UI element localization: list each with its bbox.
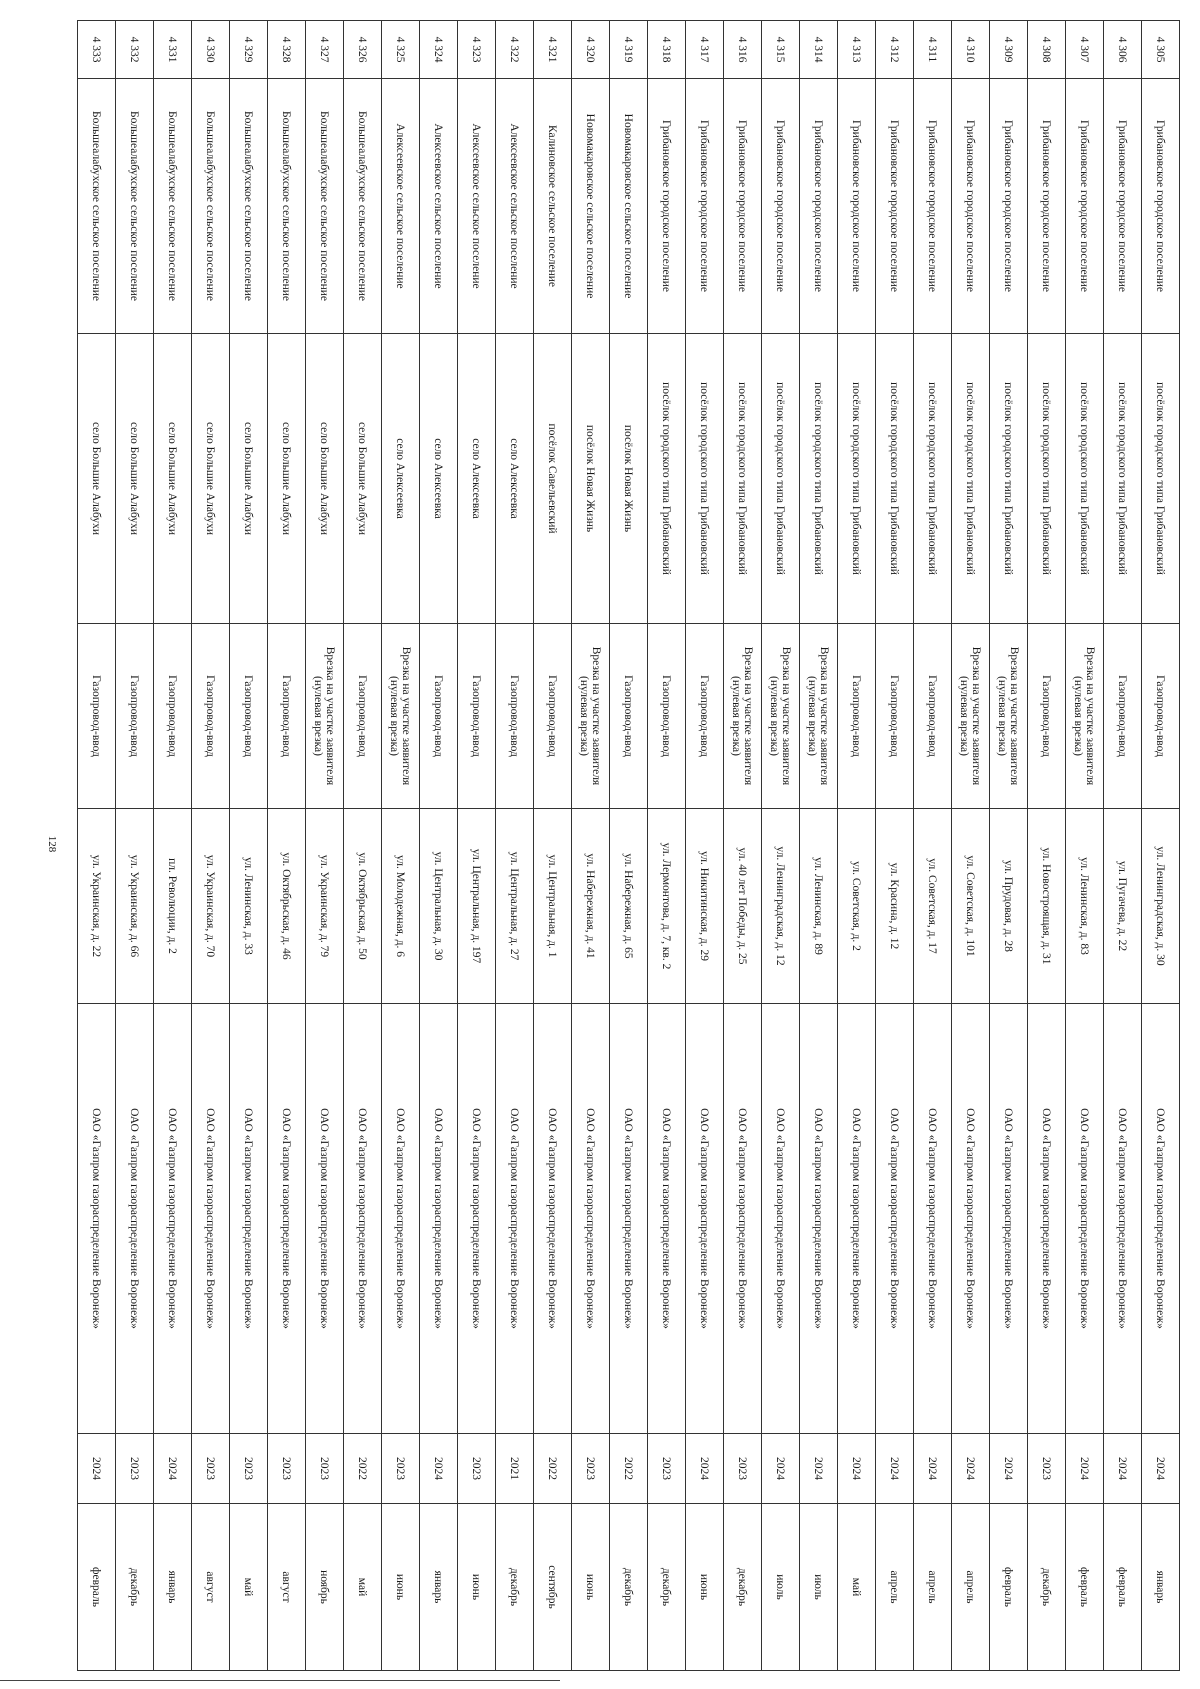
- cell-work-type: Газопровод-ввод: [534, 624, 572, 809]
- cell-address: ул. Никитинская, д. 29: [686, 809, 724, 1004]
- cell-address: ул. Лермонтова, д. 7, кв. 2: [648, 809, 686, 1004]
- cell-work-type: Газопровод-ввод: [1028, 624, 1066, 809]
- cell-organization: ОАО «Газпром газораспределение Воронеж»: [382, 1004, 420, 1434]
- cell-work-type: Газопровод-ввод: [230, 624, 268, 809]
- cell-organization: ОАО «Газпром газораспределение Воронеж»: [306, 1004, 344, 1434]
- table-row: [800, 21, 838, 1671]
- cell-locality: посёлок городского типа Грибановский: [1028, 334, 1066, 624]
- table-row: [762, 21, 800, 1671]
- cell-work-type: Газопровод-ввод: [1142, 624, 1180, 809]
- cell-number: 4 307: [1066, 21, 1104, 79]
- cell-address: ул. Центральная, д. 27: [496, 809, 534, 1004]
- cell-settlement: Большеалабухское сельское поселение: [306, 79, 344, 334]
- cell-organization: ОАО «Газпром газораспределение Воронеж»: [762, 1004, 800, 1434]
- cell-year: 2023: [268, 1434, 306, 1504]
- table-row: [534, 21, 572, 1671]
- cell-month: февраль: [990, 1504, 1028, 1671]
- cell-month: декабрь: [116, 1504, 154, 1671]
- cell-month: декабрь: [610, 1504, 648, 1671]
- cell-address: ул. Пугачева, д. 22: [1104, 809, 1142, 1004]
- cell-work-type: Газопровод-ввод: [154, 624, 192, 809]
- table-row: [1104, 21, 1142, 1671]
- cell-settlement: Новомакаровское сельское поселение: [610, 79, 648, 334]
- cell-work-type: Врезка на участке заявителя (нулевая врезка): [306, 624, 344, 809]
- cell-year: 2022: [610, 1434, 648, 1504]
- cell-month: январь: [154, 1504, 192, 1671]
- cell-organization: ОАО «Газпром газораспределение Воронеж»: [1066, 1004, 1104, 1434]
- cell-number: 4 332: [116, 21, 154, 79]
- cell-year: 2024: [154, 1434, 192, 1504]
- cell-month: апрель: [876, 1504, 914, 1671]
- cell-number: 4 317: [686, 21, 724, 79]
- cell-locality: посёлок городского типа Грибановский: [876, 334, 914, 624]
- rotated-table-container: [90, 20, 1180, 1670]
- cell-locality: посёлок городского типа Грибановский: [1142, 334, 1180, 624]
- cell-organization: ОАО «Газпром газораспределение Воронеж»: [1104, 1004, 1142, 1434]
- cell-year: 2023: [572, 1434, 610, 1504]
- cell-number: 4 315: [762, 21, 800, 79]
- cell-month: май: [230, 1504, 268, 1671]
- cell-work-type: Врезка на участке заявителя (нулевая врезка): [952, 624, 990, 809]
- cell-settlement: Грибановское городское поселение: [1028, 79, 1066, 334]
- cell-month: ноябрь: [306, 1504, 344, 1671]
- cell-organization: ОАО «Газпром газораспределение Воронеж»: [78, 1004, 116, 1434]
- cell-settlement: Грибановское городское поселение: [952, 79, 990, 334]
- cell-settlement: Грибановское городское поселение: [648, 79, 686, 334]
- cell-work-type: Газопровод-ввод: [344, 624, 382, 809]
- cell-settlement: Грибановское городское поселение: [914, 79, 952, 334]
- cell-number: 4 331: [154, 21, 192, 79]
- cell-work-type: Газопровод-ввод: [876, 624, 914, 809]
- cell-organization: ОАО «Газпром газораспределение Воронеж»: [724, 1004, 762, 1434]
- cell-organization: ОАО «Газпром газораспределение Воронеж»: [1142, 1004, 1180, 1434]
- cell-month: июнь: [686, 1504, 724, 1671]
- cell-organization: ОАО «Газпром газораспределение Воронеж»: [534, 1004, 572, 1434]
- cell-address: ул. Красина, д. 12: [876, 809, 914, 1004]
- cell-month: февраль: [1066, 1504, 1104, 1671]
- cell-work-type: Газопровод-ввод: [838, 624, 876, 809]
- cell-year: 2024: [952, 1434, 990, 1504]
- cell-address: ул. Ленинская, д. 33: [230, 809, 268, 1004]
- cell-month: август: [192, 1504, 230, 1671]
- cell-organization: ОАО «Газпром газораспределение Воронеж»: [686, 1004, 724, 1434]
- cell-work-type: Врезка на участке заявителя (нулевая врезка): [382, 624, 420, 809]
- cell-locality: посёлок городского типа Грибановский: [914, 334, 952, 624]
- cell-locality: посёлок городского типа Грибановский: [648, 334, 686, 624]
- page-number: 128: [46, 835, 58, 853]
- table-row: [78, 21, 116, 1671]
- cell-locality: село Большие Алабухи: [306, 334, 344, 624]
- cell-locality: село Алексеевка: [496, 334, 534, 624]
- table-row: [648, 21, 686, 1671]
- cell-month: январь: [420, 1504, 458, 1671]
- cell-year: 2023: [648, 1434, 686, 1504]
- cell-address: ул. Ленинградская, д. 30: [1142, 809, 1180, 1004]
- cell-number: 4 309: [990, 21, 1028, 79]
- cell-month: июль: [762, 1504, 800, 1671]
- cell-number: 4 320: [572, 21, 610, 79]
- table-row: [230, 21, 268, 1671]
- cell-settlement: Новомакаровское сельское поселение: [572, 79, 610, 334]
- table-row: [838, 21, 876, 1671]
- cell-address: ул. Набережная, д. 65: [610, 809, 648, 1004]
- cell-year: 2023: [116, 1434, 154, 1504]
- cell-address: ул. Центральная, д. 197: [458, 809, 496, 1004]
- cell-work-type: Врезка на участке заявителя (нулевая врезка): [724, 624, 762, 809]
- table-row: [610, 21, 648, 1671]
- cell-number: 4 333: [78, 21, 116, 79]
- table-row: [382, 21, 420, 1671]
- cell-year: 2024: [1104, 1434, 1142, 1504]
- cell-address: ул. Молодежная, д. 6: [382, 809, 420, 1004]
- cell-number: 4 330: [192, 21, 230, 79]
- cell-work-type: Газопровод-ввод: [78, 624, 116, 809]
- cell-work-type: Газопровод-ввод: [648, 624, 686, 809]
- table-row: [116, 21, 154, 1671]
- cell-work-type: Газопровод-ввод: [458, 624, 496, 809]
- cell-organization: ОАО «Газпром газораспределение Воронеж»: [838, 1004, 876, 1434]
- cell-organization: ОАО «Газпром газораспределение Воронеж»: [458, 1004, 496, 1434]
- table-row: [496, 21, 534, 1671]
- cell-locality: посёлок городского типа Грибановский: [686, 334, 724, 624]
- cell-work-type: Врезка на участке заявителя (нулевая врезка): [1066, 624, 1104, 809]
- cell-work-type: Врезка на участке заявителя (нулевая врезка): [762, 624, 800, 809]
- cell-month: июнь: [572, 1504, 610, 1671]
- cell-settlement: Грибановское городское поселение: [1066, 79, 1104, 334]
- cell-number: 4 329: [230, 21, 268, 79]
- cell-year: 2024: [1066, 1434, 1104, 1504]
- cell-year: 2024: [78, 1434, 116, 1504]
- cell-address: ул. Октябрьская, д. 50: [344, 809, 382, 1004]
- table-row: [686, 21, 724, 1671]
- cell-year: 2024: [762, 1434, 800, 1504]
- cell-settlement: Алексеевское сельское поселение: [382, 79, 420, 334]
- cell-settlement: Алексеевское сельское поселение: [458, 79, 496, 334]
- table-row: [154, 21, 192, 1671]
- cell-year: 2024: [686, 1434, 724, 1504]
- cell-locality: село Большие Алабухи: [268, 334, 306, 624]
- cell-organization: ОАО «Газпром газораспределение Воронеж»: [610, 1004, 648, 1434]
- cell-year: 2024: [1142, 1434, 1180, 1504]
- cell-year: 2023: [1028, 1434, 1066, 1504]
- cell-settlement: Грибановское городское поселение: [838, 79, 876, 334]
- cell-locality: село Алексеевка: [420, 334, 458, 624]
- cell-number: 4 305: [1142, 21, 1180, 79]
- cell-address: ул. Украинская, д. 22: [78, 809, 116, 1004]
- cell-year: 2022: [534, 1434, 572, 1504]
- cell-month: декабрь: [496, 1504, 534, 1671]
- cell-work-type: Газопровод-ввод: [914, 624, 952, 809]
- cell-month: июнь: [458, 1504, 496, 1671]
- cell-work-type: Врезка на участке заявителя (нулевая врезка): [572, 624, 610, 809]
- cell-work-type: Газопровод-ввод: [496, 624, 534, 809]
- cell-year: 2024: [838, 1434, 876, 1504]
- cell-locality: село Большие Алабухи: [344, 334, 382, 624]
- cell-organization: ОАО «Газпром газораспределение Воронеж»: [496, 1004, 534, 1434]
- cell-address: ул. Октябрьская, д. 46: [268, 809, 306, 1004]
- cell-settlement: Большеалабухское сельское поселение: [192, 79, 230, 334]
- table-row: [306, 21, 344, 1671]
- cell-organization: ОАО «Газпром газораспределение Воронеж»: [420, 1004, 458, 1434]
- cell-locality: село Большие Алабухи: [116, 334, 154, 624]
- cell-year: 2023: [306, 1434, 344, 1504]
- cell-address: ул. Ленинская, д. 89: [800, 809, 838, 1004]
- cell-year: 2023: [724, 1434, 762, 1504]
- cell-organization: ОАО «Газпром газораспределение Воронеж»: [154, 1004, 192, 1434]
- cell-settlement: Большеалабухское сельское поселение: [344, 79, 382, 334]
- cell-address: ул. Новостроящая, д. 31: [1028, 809, 1066, 1004]
- cell-year: 2023: [192, 1434, 230, 1504]
- table-row: [344, 21, 382, 1671]
- cell-organization: ОАО «Газпром газораспределение Воронеж»: [648, 1004, 686, 1434]
- cell-year: 2021: [496, 1434, 534, 1504]
- cell-number: 4 310: [952, 21, 990, 79]
- bottom-rule: [0, 1680, 560, 1681]
- cell-number: 4 327: [306, 21, 344, 79]
- table-row: [1142, 21, 1180, 1671]
- cell-year: 2022: [344, 1434, 382, 1504]
- cell-number: 4 319: [610, 21, 648, 79]
- cell-number: 4 308: [1028, 21, 1066, 79]
- table-row: [420, 21, 458, 1671]
- cell-settlement: Грибановское городское поселение: [990, 79, 1028, 334]
- cell-address: ул. Советская, д. 2: [838, 809, 876, 1004]
- cell-month: декабрь: [648, 1504, 686, 1671]
- cell-month: февраль: [78, 1504, 116, 1671]
- cell-address: ул. Набережная, д. 41: [572, 809, 610, 1004]
- cell-settlement: Алексеевское сельское поселение: [496, 79, 534, 334]
- cell-locality: посёлок Савельевский: [534, 334, 572, 624]
- cell-organization: ОАО «Газпром газораспределение Воронеж»: [344, 1004, 382, 1434]
- table-row: [572, 21, 610, 1671]
- cell-number: 4 306: [1104, 21, 1142, 79]
- cell-locality: посёлок городского типа Грибановский: [952, 334, 990, 624]
- cell-year: 2024: [876, 1434, 914, 1504]
- cell-number: 4 321: [534, 21, 572, 79]
- cell-number: 4 323: [458, 21, 496, 79]
- cell-month: апрель: [914, 1504, 952, 1671]
- cell-locality: село Большие Алабухи: [230, 334, 268, 624]
- cell-month: июнь: [382, 1504, 420, 1671]
- cell-locality: посёлок городского типа Грибановский: [762, 334, 800, 624]
- cell-address: ул. Украинская, д. 66: [116, 809, 154, 1004]
- cell-locality: село Большие Алабухи: [154, 334, 192, 624]
- cell-work-type: Газопровод-ввод: [420, 624, 458, 809]
- cell-settlement: Калиновское сельское поселение: [534, 79, 572, 334]
- cell-settlement: Большеалабухское сельское поселение: [78, 79, 116, 334]
- cell-month: февраль: [1104, 1504, 1142, 1671]
- cell-settlement: Большеалабухское сельское поселение: [230, 79, 268, 334]
- table-row: [458, 21, 496, 1671]
- cell-locality: посёлок городского типа Грибановский: [1066, 334, 1104, 624]
- gas-connection-table: [77, 20, 1180, 1671]
- cell-work-type: Газопровод-ввод: [686, 624, 724, 809]
- cell-settlement: Грибановское городское поселение: [876, 79, 914, 334]
- cell-address: ул. Украинская, д. 79: [306, 809, 344, 1004]
- cell-number: 4 326: [344, 21, 382, 79]
- cell-number: 4 318: [648, 21, 686, 79]
- cell-number: 4 322: [496, 21, 534, 79]
- cell-year: 2024: [914, 1434, 952, 1504]
- cell-month: август: [268, 1504, 306, 1671]
- cell-settlement: Грибановское городское поселение: [1104, 79, 1142, 334]
- cell-locality: посёлок городского типа Грибановский: [1104, 334, 1142, 624]
- cell-locality: село Большие Алабухи: [78, 334, 116, 624]
- table-row: [268, 21, 306, 1671]
- cell-work-type: Врезка на участке заявителя (нулевая врезка): [990, 624, 1028, 809]
- cell-number: 4 314: [800, 21, 838, 79]
- table-row: [1028, 21, 1066, 1671]
- cell-month: апрель: [952, 1504, 990, 1671]
- cell-year: 2024: [800, 1434, 838, 1504]
- cell-settlement: Большеалабухское сельское поселение: [116, 79, 154, 334]
- cell-address: ул. Центральная, д. 30: [420, 809, 458, 1004]
- cell-number: 4 316: [724, 21, 762, 79]
- cell-address: пл. Революции, д. 2: [154, 809, 192, 1004]
- table-row: [876, 21, 914, 1671]
- cell-locality: село Большие Алабухи: [192, 334, 230, 624]
- cell-settlement: Грибановское городское поселение: [1142, 79, 1180, 334]
- cell-year: 2023: [382, 1434, 420, 1504]
- cell-year: 2023: [458, 1434, 496, 1504]
- cell-number: 4 325: [382, 21, 420, 79]
- cell-address: ул. Советская, д. 17: [914, 809, 952, 1004]
- cell-address: ул. Центральная, д. 1: [534, 809, 572, 1004]
- cell-organization: ОАО «Газпром газораспределение Воронеж»: [116, 1004, 154, 1434]
- cell-settlement: Большеалабухское сельское поселение: [268, 79, 306, 334]
- cell-work-type: Газопровод-ввод: [268, 624, 306, 809]
- table-row: [990, 21, 1028, 1671]
- cell-number: 4 313: [838, 21, 876, 79]
- cell-organization: ОАО «Газпром газораспределение Воронеж»: [990, 1004, 1028, 1434]
- cell-settlement: Грибановское городское поселение: [724, 79, 762, 334]
- cell-number: 4 328: [268, 21, 306, 79]
- cell-address: ул. Ленинская, д. 83: [1066, 809, 1104, 1004]
- cell-organization: ОАО «Газпром газораспределение Воронеж»: [952, 1004, 990, 1434]
- cell-number: 4 324: [420, 21, 458, 79]
- cell-work-type: Газопровод-ввод: [192, 624, 230, 809]
- cell-settlement: Грибановское городское поселение: [800, 79, 838, 334]
- cell-work-type: Газопровод-ввод: [116, 624, 154, 809]
- cell-organization: ОАО «Газпром газораспределение Воронеж»: [230, 1004, 268, 1434]
- cell-month: декабрь: [1028, 1504, 1066, 1671]
- cell-settlement: Грибановское городское поселение: [686, 79, 724, 334]
- cell-address: ул. Украинская, д. 70: [192, 809, 230, 1004]
- cell-locality: посёлок Новая Жизнь: [610, 334, 648, 624]
- cell-month: январь: [1142, 1504, 1180, 1671]
- cell-year: 2024: [420, 1434, 458, 1504]
- cell-month: июль: [800, 1504, 838, 1671]
- cell-year: 2023: [230, 1434, 268, 1504]
- cell-organization: ОАО «Газпром газораспределение Воронеж»: [572, 1004, 610, 1434]
- cell-settlement: Большеалабухское сельское поселение: [154, 79, 192, 334]
- cell-organization: ОАО «Газпром газораспределение Воронеж»: [876, 1004, 914, 1434]
- cell-year: 2024: [990, 1434, 1028, 1504]
- cell-address: ул. Советская, д. 101: [952, 809, 990, 1004]
- cell-locality: посёлок городского типа Грибановский: [990, 334, 1028, 624]
- cell-organization: ОАО «Газпром газораспределение Воронеж»: [1028, 1004, 1066, 1434]
- cell-number: 4 312: [876, 21, 914, 79]
- table-row: [724, 21, 762, 1671]
- cell-locality: посёлок городского типа Грибановский: [838, 334, 876, 624]
- cell-month: май: [838, 1504, 876, 1671]
- table-row: [192, 21, 230, 1671]
- cell-work-type: Врезка на участке заявителя (нулевая врезка): [800, 624, 838, 809]
- table-row: [914, 21, 952, 1671]
- cell-organization: ОАО «Газпром газораспределение Воронеж»: [192, 1004, 230, 1434]
- cell-number: 4 311: [914, 21, 952, 79]
- table-body: [78, 21, 1180, 1671]
- cell-locality: село Алексеевка: [458, 334, 496, 624]
- cell-address: ул. 40 лет Победы, д. 25: [724, 809, 762, 1004]
- cell-month: май: [344, 1504, 382, 1671]
- cell-organization: ОАО «Газпром газораспределение Воронеж»: [800, 1004, 838, 1434]
- cell-locality: село Алексеевка: [382, 334, 420, 624]
- cell-locality: посёлок Новая Жизнь: [572, 334, 610, 624]
- cell-settlement: Алексеевское сельское поселение: [420, 79, 458, 334]
- cell-address: ул. Ленинградская, д. 12: [762, 809, 800, 1004]
- cell-organization: ОАО «Газпром газораспределение Воронеж»: [268, 1004, 306, 1434]
- cell-settlement: Грибановское городское поселение: [762, 79, 800, 334]
- cell-address: ул. Прудовая, д. 28: [990, 809, 1028, 1004]
- cell-organization: ОАО «Газпром газораспределение Воронеж»: [914, 1004, 952, 1434]
- cell-locality: посёлок городского типа Грибановский: [724, 334, 762, 624]
- table-row: [1066, 21, 1104, 1671]
- cell-work-type: Газопровод-ввод: [1104, 624, 1142, 809]
- cell-month: сентябрь: [534, 1504, 572, 1671]
- table-row: [952, 21, 990, 1671]
- cell-locality: посёлок городского типа Грибановский: [800, 334, 838, 624]
- cell-work-type: Газопровод-ввод: [610, 624, 648, 809]
- cell-month: декабрь: [724, 1504, 762, 1671]
